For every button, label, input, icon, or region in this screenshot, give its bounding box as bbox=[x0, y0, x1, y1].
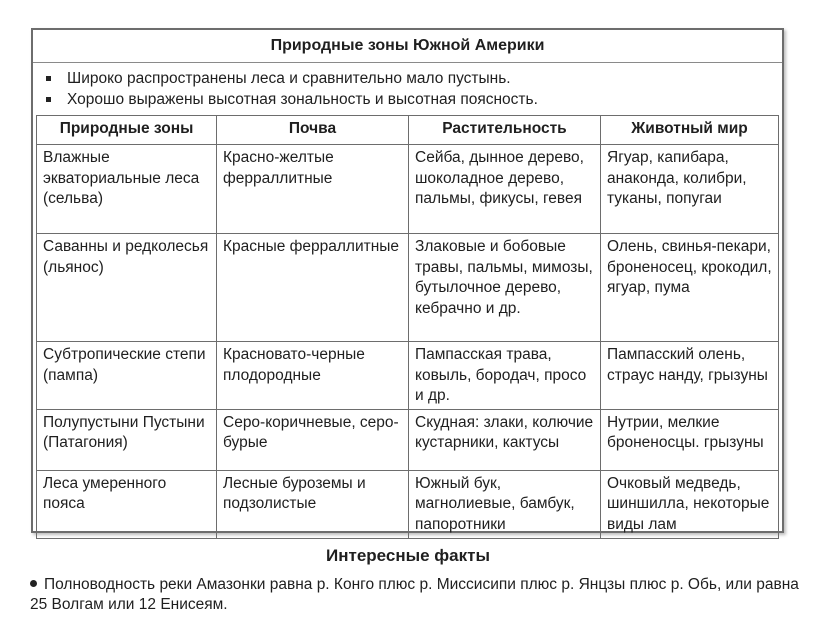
summary-bullet: Широко распространены леса и сравнительно мало пустынь. bbox=[43, 68, 782, 89]
cell-zone: Субтропические степи (пампа) bbox=[37, 342, 217, 410]
summary-bullet: Хорошо выражены высотная зональность и высотная поясность. bbox=[43, 89, 782, 110]
cell-fauna: Пампасский олень, страус нанду, грызуны bbox=[601, 342, 779, 410]
table-row bbox=[37, 470, 779, 538]
summary-bullets bbox=[33, 63, 782, 112]
cell-vegetation: Пампасская трава, ковыль, бородач, просо и др. bbox=[409, 342, 601, 410]
table-row bbox=[37, 409, 779, 470]
cell-soil: Красные ферраллитные bbox=[217, 234, 409, 342]
zones-table bbox=[36, 115, 779, 539]
cell-soil: Лесные буроземы и подзолистые bbox=[217, 470, 409, 538]
cell-fauna: Очковый медведь, шиншилла, некоторые виды лам bbox=[601, 470, 779, 538]
table-header-row bbox=[37, 116, 779, 145]
cell-fauna: Олень, свинья-пекари, броненосец, крокодил, ягуар, пума bbox=[601, 234, 779, 342]
cell-zone: Саванны и редколесья (льянос) bbox=[37, 234, 217, 342]
header-soil: Почва bbox=[217, 116, 409, 145]
header-zones: Природные зоны bbox=[37, 116, 217, 145]
cell-zone: Влажные экваториальные леса (сельва) bbox=[37, 145, 217, 234]
cell-vegetation: Злаковые и бобовые травы, пальмы, мимозы, бутылочное дерево, кебрачно и др. bbox=[409, 234, 601, 342]
table-row bbox=[37, 342, 779, 410]
table-row bbox=[37, 145, 779, 234]
cell-vegetation: Южный бук, магнолиевые, бамбук, папоротники bbox=[409, 470, 601, 538]
fact-item bbox=[30, 575, 810, 615]
header-fauna: Животный мир bbox=[601, 116, 779, 145]
cell-soil: Красновато-черные плодородные bbox=[217, 342, 409, 410]
bullet-dot-icon bbox=[30, 580, 37, 587]
fact-text: Полноводность реки Амазонки равна р. Конго плюс р. Миссисипи плюс р. Янцзы плюс р. Обь, или равна 25 Волгам или 12 Енисеям. bbox=[30, 576, 799, 613]
box-title: Природные зоны Южной Америки bbox=[33, 30, 782, 63]
cell-zone: Леса умеренного пояса bbox=[37, 470, 217, 538]
zones-table-wrap bbox=[36, 115, 779, 539]
cell-soil: Серо-коричневые, серо-бурые bbox=[217, 409, 409, 470]
facts-title: Интересные факты bbox=[326, 546, 490, 565]
cell-vegetation: Скудная: злаки, колючие кустарники, кактусы bbox=[409, 409, 601, 470]
cell-vegetation: Сейба, дынное дерево, шоколадное дерево, пальмы, фикусы, гевея bbox=[409, 145, 601, 234]
cell-zone: Полупустыни Пустыни (Патагония) bbox=[37, 409, 217, 470]
cell-fauna: Ягуар, капибара, анаконда, колибри, туканы, попугаи bbox=[601, 145, 779, 234]
table-row bbox=[37, 234, 779, 342]
cell-fauna: Нутрии, мелкие броненосцы. грызуны bbox=[601, 409, 779, 470]
header-vegetation: Растительность bbox=[409, 116, 601, 145]
cell-soil: Красно-желтые ферраллитные bbox=[217, 145, 409, 234]
natural-zones-box bbox=[31, 28, 784, 533]
